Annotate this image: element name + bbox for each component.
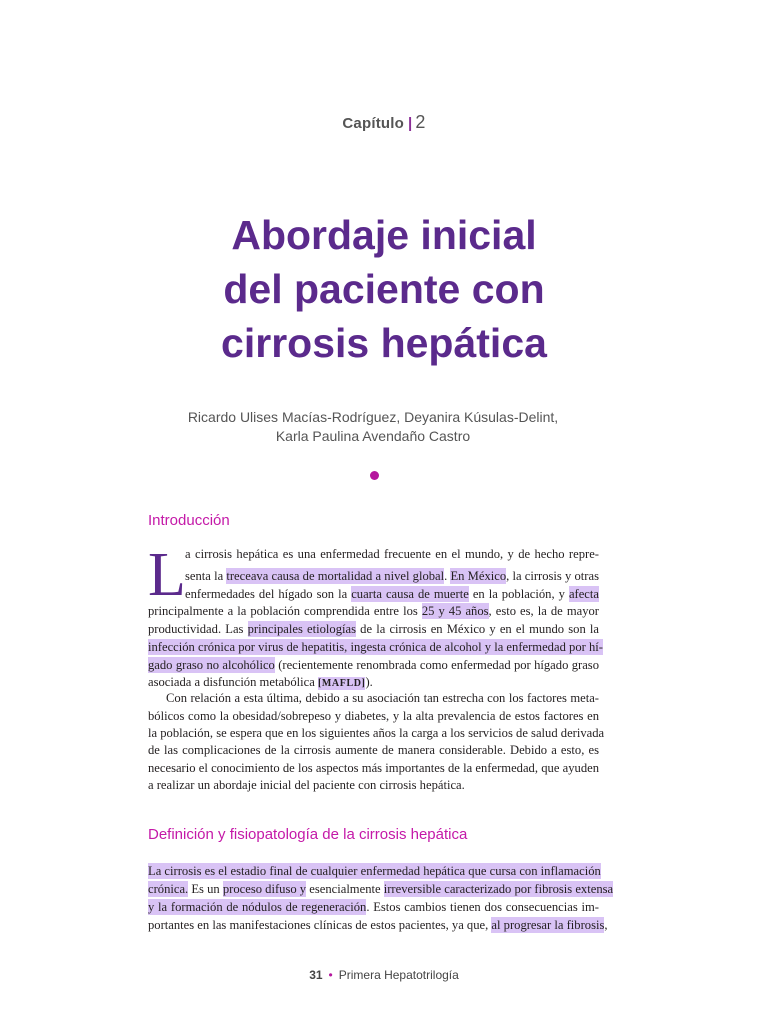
highlight: cuarta causa de muerte bbox=[351, 587, 469, 601]
chapter-label bbox=[0, 112, 768, 133]
title-line-3: cirrosis hepática bbox=[221, 320, 547, 366]
def-line-3: y la formación de nódulos de regeneración. Estos cambios tienen dos consecuencias im- bbox=[148, 900, 599, 914]
highlight: treceava causa de mortalidad a nivel global bbox=[226, 569, 445, 583]
highlight: infección crónica por virus de hepatitis, ingesta crónica de alcohol y la enfermedad por hí- bbox=[148, 640, 603, 654]
page-title bbox=[0, 208, 768, 370]
chapter-word: Capítulo bbox=[342, 115, 404, 132]
highlight: y la formación de nódulos de regeneración bbox=[148, 900, 367, 914]
intro-line-8: asociada a disfunción metabólica [MAFLD]). bbox=[148, 675, 373, 689]
highlight: 25 y 45 años bbox=[421, 604, 489, 618]
intro-line-5: productividad. Las principales etiologías de la cirrosis en México y en el mundo son la bbox=[148, 622, 600, 636]
highlight: principales etiologías bbox=[247, 622, 356, 636]
highlight: En México bbox=[450, 569, 507, 583]
highlight: crónica. bbox=[148, 882, 189, 896]
section-heading-definition: Definición y fisiopatología de la cirrosis hepática bbox=[148, 826, 468, 843]
para2-line-1: Con relación a esta última, debido a su asociación tan estrecha con los factores meta- bbox=[166, 691, 599, 705]
footer-dot-icon: • bbox=[328, 968, 333, 982]
authors-line-1: Ricardo Ulises Macías-Rodríguez, Deyanira Kúsulas-Delint, bbox=[187, 409, 559, 425]
def-line-1 bbox=[148, 862, 599, 880]
highlight: irreversible caracterizado por fibrosis extensa bbox=[383, 882, 614, 896]
page-number: 31 bbox=[309, 968, 323, 982]
para2-line-3: la población, se espera que en los siguientes años la carga a los servicios de salud derivada bbox=[148, 726, 605, 740]
intro-line-2: senta la treceava causa de mortalidad a nivel global. En México, la cirrosis y otras bbox=[185, 569, 599, 583]
book-title: Primera Hepatotrilogía bbox=[338, 968, 459, 982]
section-heading-intro: Introducción bbox=[148, 512, 230, 529]
para2-line-6: a realizar un abordaje inicial del paciente con cirrosis hepática. bbox=[148, 778, 465, 792]
highlight: proceso difuso y bbox=[222, 882, 307, 896]
def-line-2: crónica. Es un proceso difuso y esencialmente irreversible caracterizado por fibrosis extensa bbox=[148, 882, 614, 896]
highlight: afecta bbox=[568, 587, 599, 601]
chapter-number: 2 bbox=[415, 112, 426, 132]
intro-line-7: gado graso no alcohólico (recientemente renombrada como enfermedad por hígado graso bbox=[148, 658, 599, 672]
intro-line-4: principalmente a la población comprendida entre los 25 y 45 años, esto es, la de mayor bbox=[148, 604, 599, 618]
def-line-4: portantes en las manifestaciones clínicas de estos pacientes, ya que, al progresar la fibrosis, bbox=[148, 918, 608, 932]
title-line-2: del paciente con bbox=[223, 266, 545, 312]
highlight: La cirrosis es el estadio final de cualquier enfermedad hepática que cursa con inflamación bbox=[148, 864, 601, 878]
page-footer bbox=[0, 968, 768, 982]
intro-line-1: a cirrosis hepática es una enfermedad frecuente en el mundo, y de hecho repre- bbox=[185, 547, 599, 561]
highlight: al progresar la fibrosis bbox=[491, 918, 605, 932]
para2-line-4: de las complicaciones de la cirrosis aumente de manera considerable. Debido a esto, es bbox=[148, 743, 599, 757]
separator-dot bbox=[370, 471, 379, 480]
intro-line-3: enfermedades del hígado son la cuarta causa de muerte en la población, y afecta bbox=[185, 587, 599, 601]
authors-line-2: Karla Paulina Avendaño Castro bbox=[275, 428, 471, 444]
para2-line-2: bólicos como la obesidad/sobrepeso y diabetes, y la alta prevalencia de estos factores en bbox=[148, 709, 599, 723]
intro-line-6 bbox=[148, 638, 603, 656]
highlight-mafld: [MAFLD] bbox=[317, 678, 366, 689]
chapter-separator: | bbox=[407, 115, 413, 132]
title-line-1: Abordaje inicial bbox=[231, 212, 537, 258]
para2-line-5: necesario el conocimiento de los aspectos más importantes de la enfermedad, que ayuden bbox=[148, 761, 599, 775]
drop-cap: L bbox=[148, 541, 186, 609]
authors bbox=[0, 408, 746, 446]
highlight: gado graso no alcohólico bbox=[148, 658, 275, 672]
